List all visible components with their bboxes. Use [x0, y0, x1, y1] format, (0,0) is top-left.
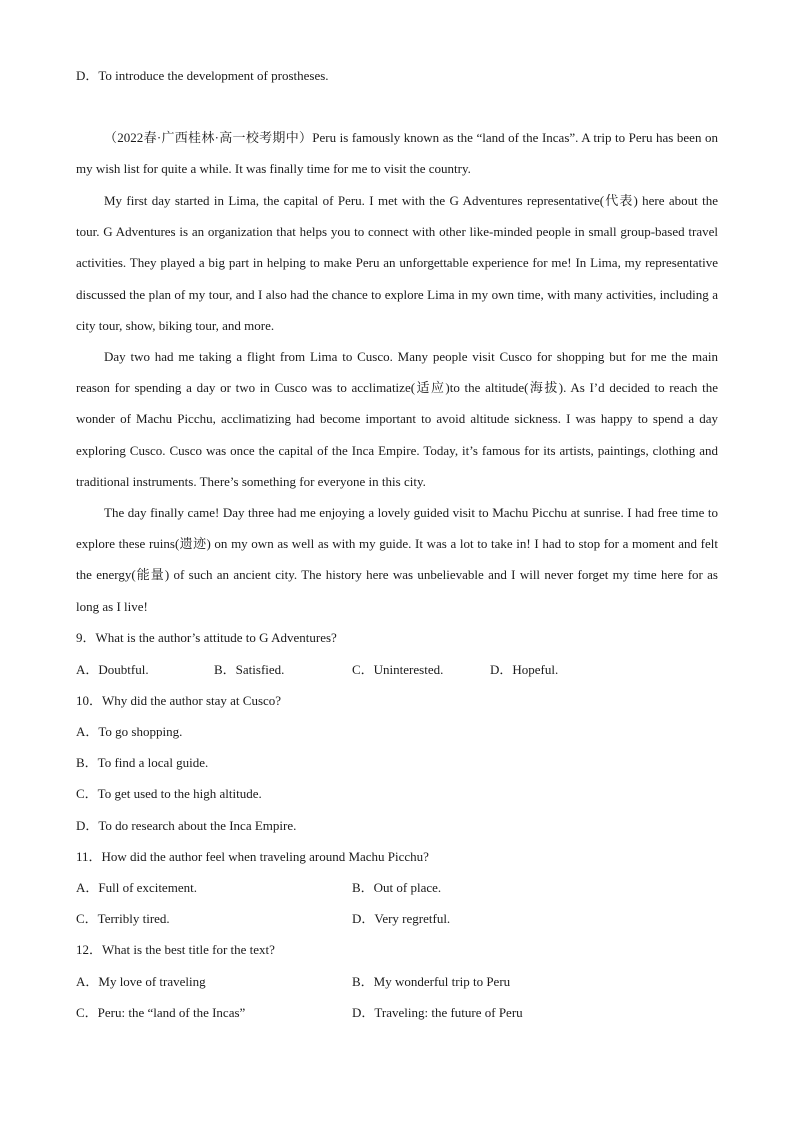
passage-paragraph-1: （2022春·广西桂林·高一校考期中）Peru is famously known as the “land of the Incas”. A trip to Peru has been on my wish list for quite a while. It was finally time for me to visit the country. [76, 130, 718, 177]
question-11-stem: 11．How did the author feel when traveling around Machu Picchu? [76, 849, 429, 864]
question-12-option-d[interactable]: D．Traveling: the future of Peru [352, 1005, 523, 1020]
question-9-option-c[interactable]: C．Uninterested. [352, 662, 444, 677]
question-9-stem: 9．What is the author’s attitude to G Adventures? [76, 630, 337, 645]
question-10-option-d[interactable]: D．To do research about the Inca Empire. [76, 818, 297, 833]
question-11-option-a[interactable]: A．Full of excitement. [76, 880, 197, 895]
passage-paragraph-4: The day finally came! Day three had me enjoying a lovely guided visit to Machu Picchu at sunrise. I had free time to explore these ruins(遗迹) on my own as well as with my guide. It was a lot to take in! I had to stop for a moment and felt the energy(能量) of such an ancient city. The history here was unbelievable and I will never forget my time here for as long as I live! [76, 505, 718, 614]
previous-question-option-d: D．To introduce the development of prostheses. [76, 68, 329, 83]
question-11-option-d[interactable]: D．Very regretful. [352, 911, 451, 926]
question-9-option-a[interactable]: A．Doubtful. [76, 662, 149, 677]
question-10-stem: 10．Why did the author stay at Cusco? [76, 693, 282, 708]
question-12-option-c[interactable]: C．Peru: the “land of the Incas” [76, 1005, 246, 1020]
question-12-option-b[interactable]: B．My wonderful trip to Peru [352, 974, 511, 989]
question-10-option-c[interactable]: C．To get used to the high altitude. [76, 786, 262, 801]
question-11-option-c[interactable]: C．Terribly tired. [76, 911, 170, 926]
question-12-option-a[interactable]: A．My love of traveling [76, 974, 206, 989]
question-11-option-b[interactable]: B．Out of place. [352, 880, 442, 895]
question-9-option-b[interactable]: B．Satisfied. [214, 662, 285, 677]
passage-paragraph-3: Day two had me taking a flight from Lima to Cusco. Many people visit Cusco for shopping but for me the main reason for spending a day or two in Cusco was to acclimatize(适应)to the altitude(海拔). As I’d decided to reach the wonder of Machu Picchu, acclimatizing had become important to avoid altitude sickness. I was happy to spend a day exploring Cusco. Cusco was once the capital of the Inca Empire. Today, it’s famous for its artists, paintings, clothing and traditional instruments. There’s something for everyone in this city. [76, 349, 718, 489]
question-12-stem: 12．What is the best title for the text? [76, 942, 275, 957]
question-10-option-a[interactable]: A．To go shopping. [76, 724, 183, 739]
question-10-option-b[interactable]: B．To find a local guide. [76, 755, 209, 770]
question-9-option-d[interactable]: D．Hopeful. [490, 662, 559, 677]
passage-paragraph-2: My first day started in Lima, the capital of Peru. I met with the G Adventures representative(代表) here about the tour. G Adventures is an organization that helps you to connect with other like-minded people in small group-based travel activities. They played a big part in helping to make Peru an unforgettable experience for me! In Lima, my representative discussed the plan of my tour, and I also had the chance to explore Lima in my own time, with many activities, including a city tour, show, biking tour, and more. [76, 193, 718, 333]
